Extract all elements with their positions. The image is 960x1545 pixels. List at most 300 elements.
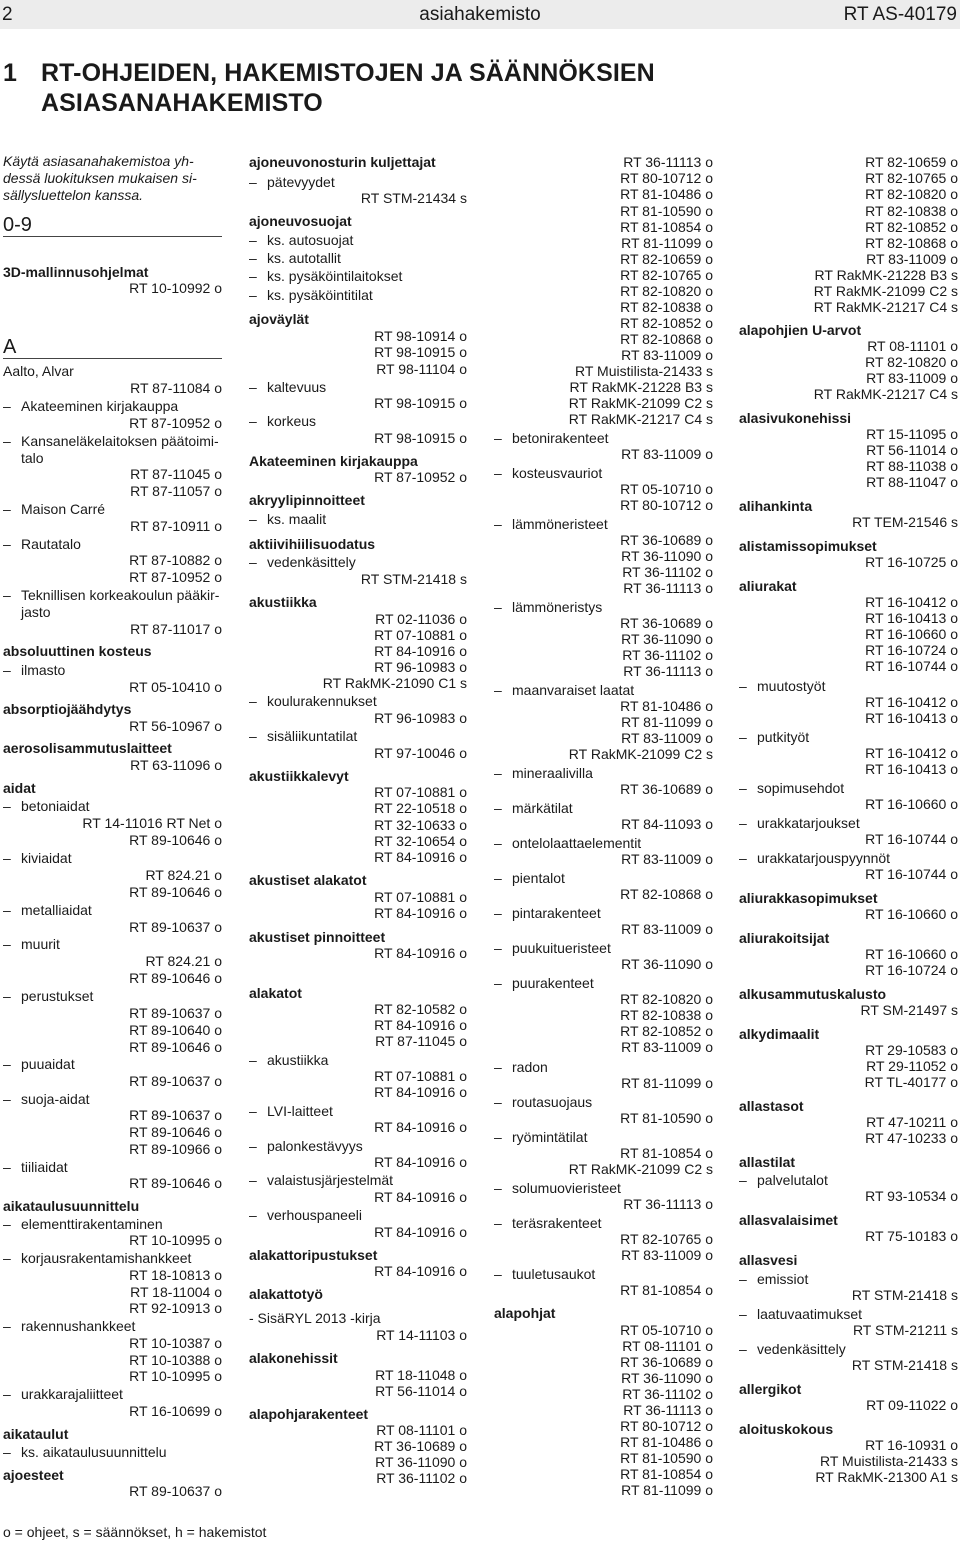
index-reference: RT 97-10046 o (374, 745, 467, 761)
index-reference: RT 84-10916 o (374, 1017, 467, 1033)
index-reference: RT 83-11009 o (621, 730, 713, 746)
index-reference: RT 83-11009 o (621, 921, 713, 937)
index-reference: RT RakMK-21217 C4 s (813, 299, 958, 315)
index-reference: RT 81-11099 o (621, 1075, 713, 1091)
index-subentry: – betonirakenteet (494, 430, 713, 446)
index-reference: RT 81-10486 o (620, 698, 713, 714)
index-subentry: – kosteusvauriot (494, 465, 713, 481)
index-subentry: – solumuovieristeet (494, 1180, 713, 1196)
index-reference: RT 89-10646 o (129, 970, 222, 986)
index-reference: RT 10-10995 o (129, 1232, 222, 1248)
index-heading: allasvalaisimet (739, 1212, 838, 1228)
index-reference: RT 14-11016 RT Net o (82, 815, 222, 831)
index-subentry: – Akateeminen kirjakauppa (3, 398, 222, 414)
index-subentry: – ks. pysäköintitilat (249, 287, 467, 303)
index-subentry: sällysluettelon kanssa. (3, 187, 144, 203)
index-reference: RT 36-11113 o (623, 580, 713, 596)
index-reference: RT 36-10689 o (620, 781, 713, 797)
index-subentry: – pintarakenteet (494, 905, 713, 921)
index-subentry: talo (21, 450, 44, 466)
title-line-1: RT-OHJEIDEN, HAKEMISTOJEN JA SÄÄNNÖKSIEN (41, 59, 655, 87)
index-heading: alakonehissit (249, 1350, 338, 1366)
index-heading: aliurakat (739, 578, 797, 594)
index-subentry: – kiviaidat (3, 850, 222, 866)
index-heading: alkydimaalit (739, 1026, 820, 1042)
index-reference: RT 07-10881 o (374, 784, 467, 800)
index-heading: akustiset alakatot (249, 872, 367, 888)
index-subentry: – Rautatalo (3, 536, 222, 552)
index-reference: RT 84-10916 o (374, 905, 467, 921)
index-subentry: – ilmasto (3, 662, 222, 678)
index-reference: RT 16-10413 o (865, 710, 958, 726)
index-reference: RT 36-11090 o (621, 548, 713, 564)
index-subentry: – verhouspaneeli (249, 1207, 467, 1223)
index-reference: RT 36-11113 o (623, 663, 713, 679)
index-reference: RT 80-10712 o (620, 497, 713, 513)
page-number: 2 (2, 4, 13, 25)
index-reference: RT 36-11090 o (621, 1370, 713, 1386)
index-subentry: – Teknillisen korkeakoulun pääkir- (3, 587, 222, 603)
index-reference: RT STM-21418 s (851, 1357, 958, 1373)
index-reference: RT 16-10725 o (865, 554, 958, 570)
index-reference: RT 82-10852 o (620, 315, 713, 331)
index-reference: RT 05-10710 o (620, 481, 713, 497)
index-heading: akustiset pinnoitteet (249, 929, 386, 945)
index-reference: RT 98-10915 o (374, 344, 467, 360)
index-reference: RT 82-10838 o (620, 299, 713, 315)
index-subentry: – vedenkäsittely (249, 554, 467, 570)
index-reference: RT 75-10183 o (865, 1228, 958, 1244)
index-reference: RT 87-11057 o (130, 483, 222, 499)
index-reference: RT 824.21 o (145, 953, 222, 969)
index-reference: RT 22-10518 o (374, 800, 467, 816)
index-reference: RT 82-10868 o (865, 235, 958, 251)
index-subentry: – valaistusjärjestelmät (249, 1172, 467, 1188)
index-subentry: – tiiliaidat (3, 1159, 222, 1175)
index-reference: RT 81-10854 o (620, 1466, 713, 1482)
index-reference: RT 36-10689 o (620, 1354, 713, 1370)
index-reference: RT 83-11009 o (621, 347, 713, 363)
index-subentry: – ks. aikataulusuunnittelu (3, 1444, 222, 1460)
index-reference: RT 16-10412 o (865, 745, 958, 761)
index-heading: alapohjien U-arvot (739, 322, 862, 338)
index-reference: RT 81-10590 o (620, 1450, 713, 1466)
index-reference: RT 82-10868 o (620, 886, 713, 902)
index-reference: RT 98-10915 o (374, 395, 467, 411)
index-subentry: – akustiikka (249, 1052, 467, 1068)
index-heading: alasivukonehissi (739, 410, 852, 426)
page-header (0, 0, 960, 29)
index-subentry: – ryömintätilat (494, 1129, 713, 1145)
index-reference: RT 16-10660 o (865, 946, 958, 962)
index-reference: RT 87-11017 o (130, 621, 222, 637)
index-subentry: – puuaidat (3, 1056, 222, 1072)
legend: o = ohjeet, s = säännökset, h = hakemistot (3, 1524, 267, 1540)
index-reference: RT 36-11090 o (621, 631, 713, 647)
index-heading: aikataulut (3, 1426, 69, 1442)
index-reference: RT RakMK-21099 C2 s (568, 395, 713, 411)
index-subentry: – lämmöneristys (494, 599, 713, 615)
index-reference: RT 87-10882 o (129, 552, 222, 568)
index-reference: RT 81-10590 o (620, 1110, 713, 1126)
index-subentry: – muutostyöt (739, 678, 958, 694)
index-reference: RT RakMK-21099 C2 s (568, 1161, 713, 1177)
index-reference: RT 84-10916 o (374, 1154, 467, 1170)
index-heading: akryylipinnoitteet (249, 492, 365, 508)
index-reference: RT STM-21211 s (852, 1322, 958, 1338)
index-reference: RT 56-11014 o (375, 1383, 467, 1399)
index-subentry: – suoja-aidat (3, 1091, 222, 1107)
index-reference: RT 36-11102 o (622, 647, 713, 663)
index-reference: RT 82-10852 o (865, 219, 958, 235)
index-heading: ajoneuvonosturin kuljettajat (249, 154, 436, 170)
index-reference: RT 32-10633 o (374, 817, 467, 833)
index-reference: RT 36-11113 o (623, 1402, 713, 1418)
index-reference: RT 07-10881 o (374, 889, 467, 905)
index-reference: RT 36-11090 o (621, 956, 713, 972)
index-heading: alakattotyö (249, 1286, 323, 1302)
index-reference: RT 82-10659 o (865, 154, 958, 170)
index-reference: RT 83-11009 o (866, 251, 958, 267)
index-subentry: – metalliaidat (3, 902, 222, 918)
index-reference: RT 16-10413 o (865, 610, 958, 626)
section-letter: 0-9 (3, 214, 222, 237)
index-subentry: – koulurakennukset (249, 693, 467, 709)
index-heading: akustiikkalevyt (249, 768, 349, 784)
index-subentry: – Kansaneläkelaitoksen päätoimi- (3, 433, 222, 449)
index-reference: RT 89-10637 o (129, 1107, 222, 1123)
index-reference: RT 07-10881 o (374, 1068, 467, 1084)
index-subentry: – vedenkäsittely (739, 1341, 958, 1357)
title-line-2: ASIASANAHAKEMISTO (41, 89, 323, 117)
index-reference: RT 16-10744 o (865, 831, 958, 847)
index-reference: RT 14-11103 o (376, 1327, 467, 1343)
index-heading: allasvesi (739, 1252, 798, 1268)
index-reference: RT 89-10966 o (129, 1141, 222, 1157)
index-subentry: – laatuvaatimukset (739, 1306, 958, 1322)
index-reference: RT 18-10813 o (129, 1267, 222, 1283)
index-reference: RT 80-10712 o (620, 170, 713, 186)
index-reference: RT 16-10744 o (865, 658, 958, 674)
index-reference: RT 87-10952 o (129, 569, 222, 585)
index-reference: RT 36-11102 o (622, 564, 713, 580)
index-reference: RT 89-10646 o (129, 1175, 222, 1191)
index-subentry: – palonkestävyys (249, 1138, 467, 1154)
index-reference: RT 29-11052 o (866, 1058, 958, 1074)
index-subentry: – ks. pysäköintilaitokset (249, 268, 467, 284)
index-reference: RT 84-10916 o (374, 1189, 467, 1205)
index-subentry: jasto (21, 604, 51, 620)
index-reference: RT 29-10583 o (865, 1042, 958, 1058)
index-heading: alakatot (249, 985, 302, 1001)
index-reference: RT STM-21418 s (360, 571, 467, 587)
index-reference: RT 88-11038 o (866, 458, 958, 474)
index-reference: RT 82-10852 o (620, 1023, 713, 1039)
index-reference: RT RakMK-21228 B3 s (814, 267, 958, 283)
index-reference: RT 82-10765 o (620, 1231, 713, 1247)
index-reference: RT 84-10916 o (374, 849, 467, 865)
index-reference: RT 82-10820 o (620, 283, 713, 299)
index-heading: absorptiojäähdytys (3, 701, 132, 717)
index-subentry: Käytä asiasanahakemistoa yh- (3, 153, 194, 169)
index-reference: RT 16-10413 o (865, 761, 958, 777)
index-subentry: – mineraalivilla (494, 765, 713, 781)
index-reference: RT RakMK-21099 C2 s (813, 283, 958, 299)
index-reference: RT 07-10881 o (374, 627, 467, 643)
index-heading: 3D-mallinnusohjelmat (3, 264, 149, 280)
index-reference: RT 81-11099 o (621, 235, 713, 251)
index-reference: RT Muistilista-21433 s (820, 1453, 958, 1469)
index-reference: RT 82-10582 o (374, 1001, 467, 1017)
index-subentry: – putkityöt (739, 729, 958, 745)
index-reference: RT 16-10724 o (865, 962, 958, 978)
index-reference: RT 82-10820 o (620, 991, 713, 1007)
section-letter: A (3, 336, 222, 359)
index-reference: RT 18-11004 o (130, 1284, 222, 1300)
index-subentry: – teräsrakenteet (494, 1215, 713, 1231)
index-heading: Akateeminen kirjakauppa (249, 453, 418, 469)
index-reference: RT 98-11104 o (376, 361, 467, 377)
index-subentry: – routasuojaus (494, 1094, 713, 1110)
index-reference: RT 16-10412 o (865, 694, 958, 710)
index-subentry: – ks. maalit (249, 511, 467, 527)
index-subentry: – tuuletusaukot (494, 1266, 713, 1282)
index-reference: RT 82-10838 o (620, 1007, 713, 1023)
index-reference: RT 16-10699 o (129, 1403, 222, 1419)
index-reference: RT 08-11101 o (622, 1338, 713, 1354)
index-reference: RT 89-10646 o (129, 884, 222, 900)
index-reference: RT 84-10916 o (374, 1224, 467, 1240)
index-entry: - SisäRYL 2013 -kirja (249, 1310, 381, 1326)
index-heading: ajoesteet (3, 1467, 64, 1483)
index-subentry: – pientalot (494, 870, 713, 886)
index-reference: RT 87-11045 o (375, 1033, 467, 1049)
index-reference: RT RakMK-21090 C1 s (322, 675, 467, 691)
page-title (3, 58, 903, 118)
index-reference: RT 83-11009 o (621, 1247, 713, 1263)
index-heading: aerosolisammutuslaitteet (3, 740, 172, 756)
index-reference: RT 87-10952 o (129, 415, 222, 431)
index-reference: RT 81-11099 o (621, 714, 713, 730)
index-heading: aktiivihiilisuodatus (249, 536, 376, 552)
index-reference: RT 36-10689 o (620, 615, 713, 631)
index-reference: RT 89-10640 o (129, 1022, 222, 1038)
index-heading: aikataulusuunnittelu (3, 1198, 140, 1214)
index-heading: ajoneuvosuojat (249, 213, 352, 229)
index-subentry: – lämmöneristeet (494, 516, 713, 532)
index-subentry: dessä luokituksen mukaisen si- (3, 170, 197, 186)
index-entry: Aalto, Alvar (3, 363, 74, 379)
index-reference: RT 18-11048 o (375, 1367, 467, 1383)
index-reference: RT 32-10654 o (374, 833, 467, 849)
index-reference: RT 81-11099 o (621, 1482, 713, 1498)
index-heading: alapohjarakenteet (249, 1406, 369, 1422)
index-reference: RT 89-10637 o (129, 1483, 222, 1499)
index-subentry: – urakkatarjouspyynnöt (739, 850, 958, 866)
index-heading: allergikot (739, 1381, 802, 1397)
index-reference: RT 16-10660 o (865, 906, 958, 922)
index-heading: alistamissopimukset (739, 538, 877, 554)
index-reference: RT 89-10637 o (129, 919, 222, 935)
index-reference: RT 87-11084 o (130, 380, 222, 396)
index-reference: RT 10-10992 o (129, 280, 222, 296)
index-reference: RT RakMK-21217 C4 s (813, 386, 958, 402)
index-reference: RT TL-40177 o (864, 1074, 958, 1090)
index-reference: RT 84-10916 o (374, 643, 467, 659)
index-reference: RT 36-11090 o (375, 1454, 467, 1470)
index-reference: RT 47-10211 o (866, 1114, 958, 1130)
index-heading: allastilat (739, 1154, 796, 1170)
index-reference: RT 92-10913 o (129, 1300, 222, 1316)
index-reference: RT 89-10646 o (129, 1039, 222, 1055)
index-reference: RT 16-10724 o (865, 642, 958, 658)
index-subentry: – puurakenteet (494, 975, 713, 991)
index-subentry: – rakennushankkeet (3, 1318, 222, 1334)
index-subentry: – korjausrakentamishankkeet (3, 1250, 222, 1266)
index-reference: RT 56-11014 o (866, 442, 958, 458)
index-reference: RT 83-11009 o (621, 1039, 713, 1055)
index-reference: RT 47-10233 o (865, 1130, 958, 1146)
index-reference: RT 84-10916 o (374, 1119, 467, 1135)
index-reference: RT 98-10915 o (374, 430, 467, 446)
index-subentry: – korkeus (249, 413, 467, 429)
index-reference: RT RakMK-21217 C4 s (568, 411, 713, 427)
index-reference: RT 89-10637 o (129, 1005, 222, 1021)
index-reference: RT 36-10689 o (374, 1438, 467, 1454)
index-reference: RT 83-11009 o (866, 370, 958, 386)
index-subentry: – pätevyydet (249, 174, 467, 190)
index-subentry: – kaltevuus (249, 379, 467, 395)
index-reference: RT 80-10712 o (620, 1418, 713, 1434)
document-code: RT AS-40179 (843, 4, 957, 25)
index-reference: RT RakMK-21300 A1 s (815, 1469, 958, 1485)
index-reference: RT 81-10854 o (620, 1282, 713, 1298)
index-reference: RT 89-10637 o (129, 1073, 222, 1089)
index-subentry: – elementtirakentaminen (3, 1216, 222, 1232)
index-reference: RT 36-11113 o (623, 154, 713, 170)
index-reference: RT STM-21418 s (851, 1287, 958, 1303)
index-reference: RT 87-10911 o (130, 518, 222, 534)
index-reference: RT 15-11095 o (866, 426, 958, 442)
index-reference: RT 81-10590 o (620, 203, 713, 219)
index-reference: RT Muistilista-21433 s (575, 363, 713, 379)
index-subentry: – ks. autotallit (249, 250, 467, 266)
index-reference: RT 10-10388 o (129, 1352, 222, 1368)
index-subentry: – radon (494, 1059, 713, 1075)
index-reference: RT 36-11102 o (622, 1386, 713, 1402)
index-subentry: – puukuitueristeet (494, 940, 713, 956)
index-reference: RT 10-10995 o (129, 1368, 222, 1384)
index-reference: RT 63-11096 o (130, 757, 222, 773)
index-reference: RT SM-21497 s (860, 1002, 958, 1018)
index-heading: alapohjat (494, 1305, 556, 1321)
index-reference: RT 16-10931 o (865, 1437, 958, 1453)
index-reference: RT 81-10854 o (620, 1145, 713, 1161)
index-heading: aliurakkasopimukset (739, 890, 878, 906)
index-reference: RT 81-10854 o (620, 219, 713, 235)
index-reference: RT 08-11101 o (867, 338, 958, 354)
index-heading: aloituskokous (739, 1421, 834, 1437)
index-reference: RT 84-10916 o (374, 1263, 467, 1279)
index-reference: RT 56-10967 o (129, 718, 222, 734)
index-reference: RT 16-10660 o (865, 626, 958, 642)
index-subentry: – ontelolaattaelementit (494, 835, 713, 851)
index-reference: RT 84-10916 o (374, 945, 467, 961)
index-reference: RT 82-10765 o (865, 170, 958, 186)
index-subentry: – märkätilat (494, 800, 713, 816)
index-reference: RT 82-10868 o (620, 331, 713, 347)
index-reference: RT 98-10914 o (374, 328, 467, 344)
index-heading: aidat (3, 780, 36, 796)
index-reference: RT RakMK-21228 B3 s (569, 379, 713, 395)
index-subentry: – LVI-laitteet (249, 1103, 467, 1119)
index-subentry: – maanvaraiset laatat (494, 682, 713, 698)
index-reference: RT TEM-21546 s (852, 514, 958, 530)
index-heading: ajoväylät (249, 311, 309, 327)
index-reference: RT STM-21434 s (360, 190, 467, 206)
index-reference: RT 05-10410 o (129, 679, 222, 695)
index-subentry: – sopimusehdot (739, 780, 958, 796)
index-reference: RT RakMK-21099 C2 s (568, 746, 713, 762)
index-subentry: – ks. autosuojat (249, 232, 467, 248)
index-reference: RT 81-10486 o (620, 1434, 713, 1450)
index-reference: RT 89-10646 o (129, 832, 222, 848)
index-reference: RT 82-10820 o (865, 354, 958, 370)
index-reference: RT 36-11102 o (376, 1470, 467, 1486)
index-subentry: – palvelutalot (739, 1172, 958, 1188)
index-reference: RT 824.21 o (145, 867, 222, 883)
index-reference: RT 16-10744 o (865, 866, 958, 882)
index-reference: RT 88-11047 o (866, 474, 958, 490)
index-subentry: – muurit (3, 936, 222, 952)
index-reference: RT 96-10983 o (374, 659, 467, 675)
index-reference: RT 82-10765 o (620, 267, 713, 283)
index-heading: akustiikka (249, 594, 317, 610)
index-reference: RT 05-10710 o (620, 1322, 713, 1338)
index-subentry: – sisäliikuntatilat (249, 728, 467, 744)
index-reference: RT 16-10412 o (865, 594, 958, 610)
index-heading: alakattoripustukset (249, 1247, 378, 1263)
index-heading: absoluuttinen kosteus (3, 643, 152, 659)
index-subentry: – urakkarajaliitteet (3, 1386, 222, 1402)
index-reference: RT 83-11009 o (621, 851, 713, 867)
index-reference: RT 84-11093 o (621, 816, 713, 832)
index-reference: RT 02-11036 o (375, 611, 467, 627)
running-title: asiahakemisto (419, 4, 541, 25)
index-reference: RT 82-10838 o (865, 203, 958, 219)
index-subentry: – perustukset (3, 988, 222, 1004)
index-reference: RT 82-10820 o (865, 186, 958, 202)
chapter-number: 1 (3, 59, 18, 87)
index-reference: RT 83-11009 o (621, 446, 713, 462)
index-reference: RT 16-10660 o (865, 796, 958, 812)
index-subentry: – Maison Carré (3, 501, 222, 517)
index-reference: RT 93-10534 o (865, 1188, 958, 1204)
index-subentry: – betoniaidat (3, 798, 222, 814)
index-reference: RT 10-10387 o (129, 1335, 222, 1351)
index-reference: RT 36-10689 o (620, 532, 713, 548)
index-reference: RT 87-11045 o (130, 466, 222, 482)
index-reference: RT 89-10646 o (129, 1124, 222, 1140)
index-reference: RT 87-10952 o (374, 469, 467, 485)
index-reference: RT 09-11022 o (866, 1397, 958, 1413)
index-heading: allastasot (739, 1098, 804, 1114)
index-reference: RT 36-11113 o (623, 1196, 713, 1212)
index-reference: RT 82-10659 o (620, 251, 713, 267)
index-heading: alkusammutuskalusto (739, 986, 887, 1002)
index-reference: RT 96-10983 o (374, 710, 467, 726)
index-reference: RT 08-11101 o (376, 1422, 467, 1438)
